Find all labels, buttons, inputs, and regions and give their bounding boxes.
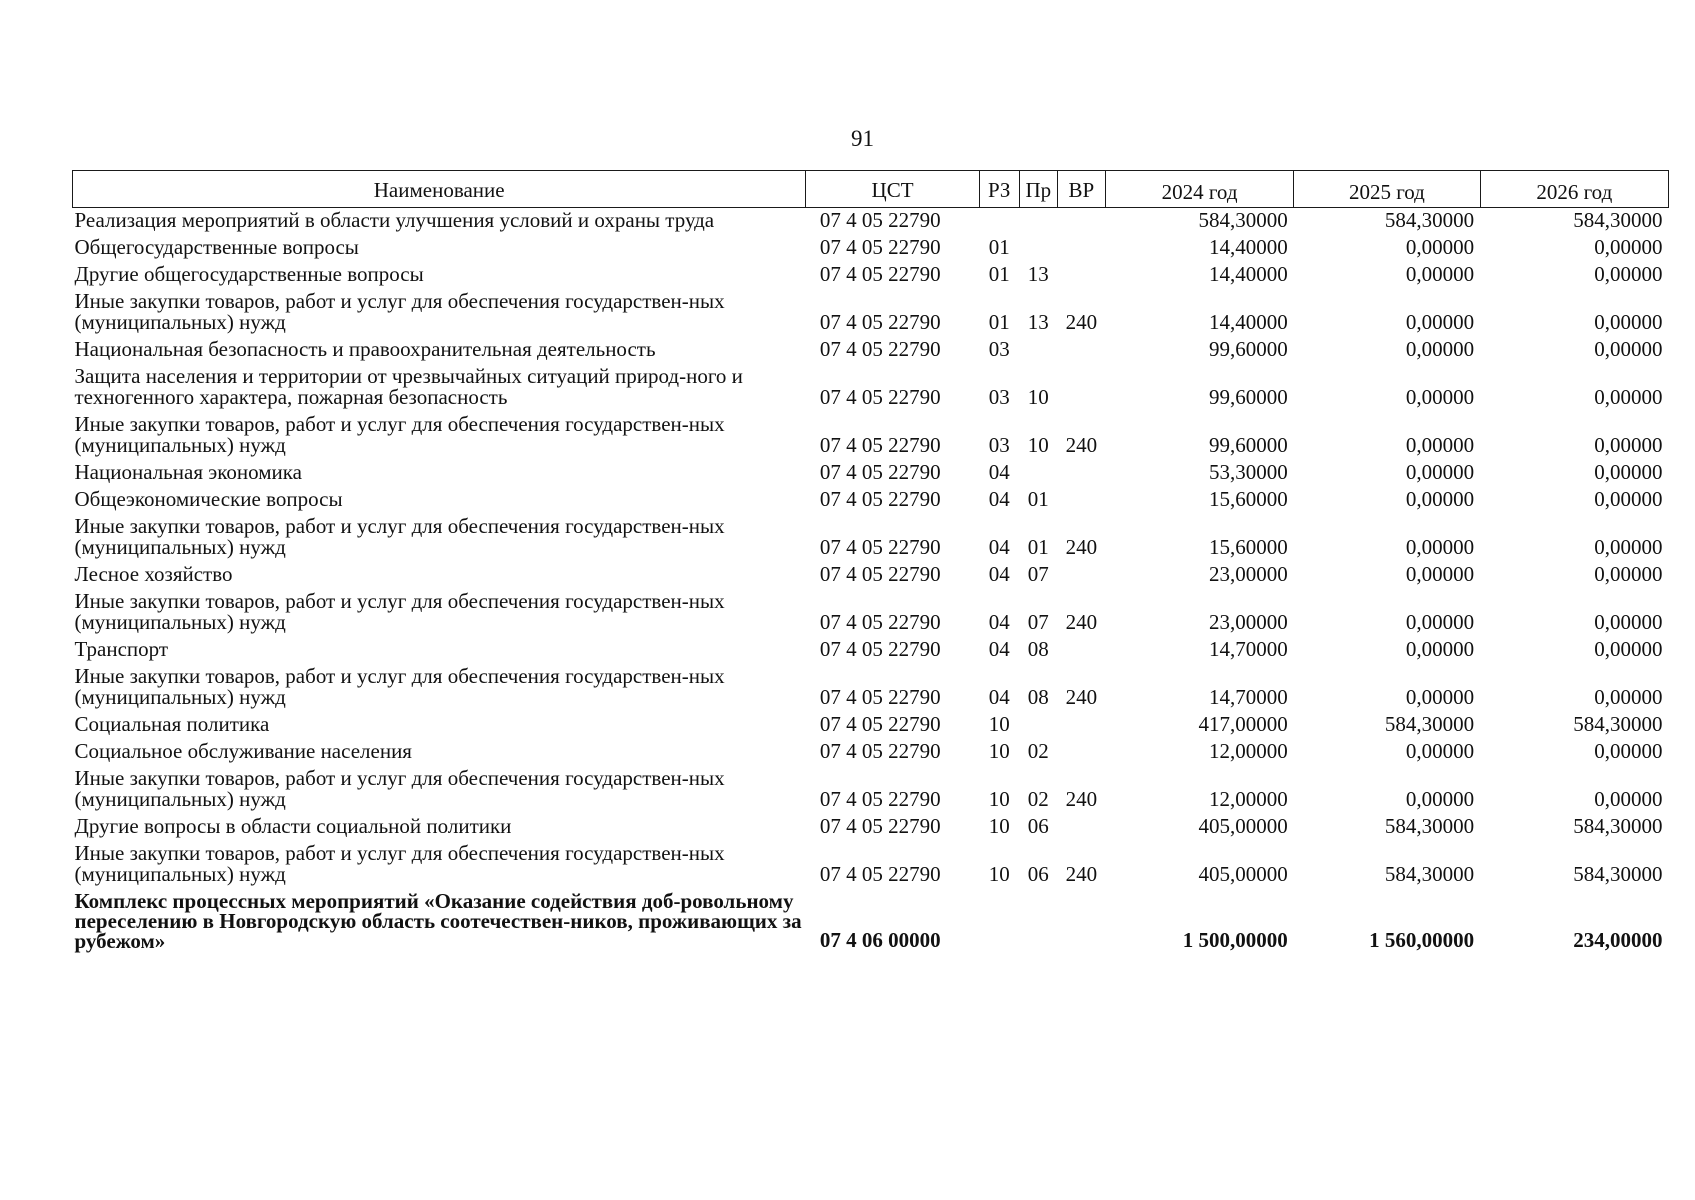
row-cst: 07 4 05 22790: [819, 787, 941, 811]
row-2025: 0,00000: [1405, 310, 1475, 334]
row-cst: 07 4 05 22790: [819, 487, 941, 511]
row-rz: 04: [988, 460, 1010, 484]
header-pr: Пр: [1019, 171, 1057, 208]
table-body: [73, 208, 1669, 956]
row-2026: 0,00000: [1594, 235, 1663, 259]
row-rz: 03: [988, 385, 1010, 409]
row-cst: 07 4 05 22790: [819, 739, 941, 763]
row-2026: 0,00000: [1594, 433, 1663, 457]
row-2025: 0,00000: [1405, 487, 1475, 511]
row-2025: 0,00000: [1405, 262, 1475, 286]
row-vr: [1057, 712, 1105, 739]
row-name: Комплекс процессных мероприятий «Оказание содействия доб-ровольному переселению в Новгородскую область соотечествен-ников, проживающих за рубежом»: [74, 889, 802, 953]
row-2024: 12,00000: [1208, 787, 1288, 811]
table-row: [73, 739, 1669, 766]
row-2026: 0,00000: [1594, 385, 1663, 409]
row-vr: [1057, 562, 1105, 589]
row-name: Общегосударственные вопросы: [74, 235, 359, 259]
row-vr: 240: [1065, 433, 1098, 457]
table-row: [73, 814, 1669, 841]
row-name: Социальное обслуживание населения: [74, 739, 412, 763]
row-2025: 584,30000: [1384, 712, 1475, 736]
row-vr: [1057, 208, 1105, 236]
row-2025: 0,00000: [1405, 235, 1475, 259]
row-rz: 03: [988, 433, 1010, 457]
row-name: Другие вопросы в области социальной политики: [74, 814, 512, 838]
row-2026: 0,00000: [1594, 739, 1663, 763]
header-rz: РЗ: [979, 171, 1019, 208]
row-rz: 10: [988, 862, 1010, 886]
row-cst: 07 4 05 22790: [819, 235, 941, 259]
row-name: Лесное хозяйство: [74, 562, 233, 586]
row-rz: 10: [988, 739, 1010, 763]
row-2025: 1 560,00000: [1369, 928, 1475, 952]
row-rz: 10: [988, 814, 1010, 838]
row-2024: 14,70000: [1208, 685, 1288, 709]
row-pr: 10: [1027, 385, 1049, 409]
row-2026: 0,00000: [1594, 337, 1663, 361]
row-cst: 07 4 05 22790: [819, 385, 941, 409]
table-row: [73, 712, 1669, 739]
row-vr: [1057, 364, 1105, 412]
row-2026: 0,00000: [1594, 487, 1663, 511]
row-cst: 07 4 05 22790: [819, 337, 941, 361]
row-pr: 02: [1027, 787, 1049, 811]
row-name: Иные закупки товаров, работ и услуг для обеспечения государствен-ных (муниципальных) нужд: [74, 289, 725, 334]
row-cst: 07 4 05 22790: [819, 862, 941, 886]
row-2024: 584,30000: [1198, 208, 1288, 232]
row-2024: 417,00000: [1198, 712, 1288, 736]
row-2025: 584,30000: [1384, 862, 1475, 886]
row-2026: 584,30000: [1573, 814, 1663, 838]
row-name: Иные закупки товаров, работ и услуг для обеспечения государствен-ных (муниципальных) нужд: [74, 589, 725, 634]
row-2026: 0,00000: [1594, 310, 1663, 334]
row-cst: 07 4 05 22790: [819, 562, 941, 586]
row-2024: 14,40000: [1208, 235, 1288, 259]
row-pr: 08: [1027, 637, 1049, 661]
row-rz: 04: [988, 535, 1010, 559]
row-2025: 0,00000: [1405, 460, 1475, 484]
row-2024: 99,60000: [1208, 337, 1288, 361]
page-number: 91: [851, 126, 874, 151]
row-vr: [1057, 235, 1105, 262]
row-pr: [1019, 460, 1057, 487]
row-2025: 0,00000: [1405, 337, 1475, 361]
row-rz: 01: [988, 310, 1010, 334]
row-2026: 0,00000: [1594, 460, 1663, 484]
row-2025: 0,00000: [1405, 610, 1475, 634]
row-cst: 07 4 05 22790: [819, 208, 941, 232]
row-2024: 53,30000: [1208, 460, 1288, 484]
header-cst: ЦСТ: [806, 171, 979, 208]
row-vr: [1057, 487, 1105, 514]
row-2024: 23,00000: [1208, 562, 1288, 586]
row-2024: 405,00000: [1198, 814, 1288, 838]
row-name: Иные закупки товаров, работ и услуг для обеспечения государствен-ных (муниципальных) нужд: [74, 664, 725, 709]
table-row: [73, 664, 1669, 712]
row-rz: 04: [988, 610, 1010, 634]
row-2025: 0,00000: [1405, 562, 1475, 586]
row-name: Другие общегосударственные вопросы: [74, 262, 424, 286]
row-pr: 07: [1027, 562, 1049, 586]
row-2026: 0,00000: [1594, 637, 1663, 661]
row-name: Общеэкономические вопросы: [74, 487, 343, 511]
row-2026: 0,00000: [1594, 562, 1663, 586]
row-2024: 23,00000: [1208, 610, 1288, 634]
header-2025: 2025 год: [1294, 171, 1480, 208]
row-2026: 0,00000: [1594, 535, 1663, 559]
row-2024: 14,40000: [1208, 262, 1288, 286]
row-2024: 14,70000: [1208, 637, 1288, 661]
row-2024: 15,60000: [1208, 487, 1288, 511]
row-2026: 0,00000: [1594, 787, 1663, 811]
row-pr: 02: [1027, 739, 1049, 763]
row-2026: 0,00000: [1594, 685, 1663, 709]
row-vr: [1057, 262, 1105, 289]
row-name: Национальная экономика: [74, 460, 302, 484]
row-pr: 13: [1027, 310, 1049, 334]
row-2026: 584,30000: [1573, 712, 1663, 736]
row-pr: 08: [1027, 685, 1049, 709]
row-pr: [1019, 889, 1057, 955]
row-cst: 07 4 05 22790: [819, 535, 941, 559]
table-row: [73, 337, 1669, 364]
row-name: Иные закупки товаров, работ и услуг для обеспечения государствен-ных (муниципальных) нужд: [74, 514, 725, 559]
row-rz: 04: [988, 487, 1010, 511]
row-pr: 01: [1027, 487, 1049, 511]
row-pr: 07: [1027, 610, 1049, 634]
table-row: [73, 562, 1669, 589]
row-vr: [1057, 460, 1105, 487]
row-2026: 234,00000: [1573, 928, 1663, 952]
row-2025: 0,00000: [1405, 535, 1475, 559]
row-2026: 0,00000: [1594, 262, 1663, 286]
row-rz: 01: [988, 235, 1010, 259]
table-row: [73, 487, 1669, 514]
row-cst: 07 4 05 22790: [819, 433, 941, 457]
row-2024: 99,60000: [1208, 385, 1288, 409]
table-row: [73, 235, 1669, 262]
header-2024: 2024 год: [1105, 171, 1293, 208]
row-2024: 12,00000: [1208, 739, 1288, 763]
row-name: Реализация мероприятий в области улучшения условий и охраны труда: [74, 208, 715, 232]
row-2025: 0,00000: [1405, 685, 1475, 709]
row-vr: 240: [1065, 310, 1098, 334]
row-cst: 07 4 05 22790: [819, 310, 941, 334]
row-pr: [1019, 235, 1057, 262]
row-cst: 07 4 05 22790: [819, 610, 941, 634]
row-rz: 03: [988, 337, 1010, 361]
row-2025: 0,00000: [1405, 433, 1475, 457]
row-pr: [1019, 337, 1057, 364]
row-2024: 1 500,00000: [1182, 928, 1288, 952]
row-vr: [1057, 814, 1105, 841]
row-name: Защита населения и территории от чрезвычайных ситуаций природ-ного и техногенного характера, пожарная безопасность: [74, 364, 743, 409]
row-vr: [1057, 889, 1105, 955]
row-rz: 04: [988, 685, 1010, 709]
row-name: Транспорт: [74, 637, 169, 661]
row-cst: 07 4 05 22790: [819, 262, 941, 286]
row-cst: 07 4 05 22790: [819, 685, 941, 709]
row-cst: 07 4 05 22790: [819, 637, 941, 661]
row-cst: 07 4 05 22790: [819, 814, 941, 838]
row-rz: 04: [988, 637, 1010, 661]
table-row: [73, 589, 1669, 637]
row-name: Иные закупки товаров, работ и услуг для обеспечения государствен-ных (муниципальных) нужд: [74, 412, 725, 457]
table-row: [73, 514, 1669, 562]
row-vr: [1057, 337, 1105, 364]
row-2026: 584,30000: [1573, 208, 1663, 232]
row-name: Иные закупки товаров, работ и услуг для обеспечения государствен-ных (муниципальных) нужд: [74, 841, 725, 886]
row-vr: 240: [1065, 610, 1098, 634]
row-2024: 405,00000: [1198, 862, 1288, 886]
row-cst: 07 4 05 22790: [819, 712, 941, 736]
row-pr: 01: [1027, 535, 1049, 559]
table-header: [73, 171, 1669, 208]
row-2024: 99,60000: [1208, 433, 1288, 457]
row-2025: 584,30000: [1384, 814, 1475, 838]
row-name: Социальная политика: [74, 712, 270, 736]
row-rz: 04: [988, 562, 1010, 586]
row-pr: 06: [1027, 814, 1049, 838]
row-rz: [979, 208, 1019, 236]
row-pr: 06: [1027, 862, 1049, 886]
row-2025: 0,00000: [1405, 385, 1475, 409]
table-row: [73, 289, 1669, 337]
row-name: Иные закупки товаров, работ и услуг для обеспечения государствен-ных (муниципальных) нужд: [74, 766, 725, 811]
row-rz: 10: [988, 787, 1010, 811]
table-row: [73, 262, 1669, 289]
row-vr: [1057, 637, 1105, 664]
row-2024: 15,60000: [1208, 535, 1288, 559]
row-pr: [1019, 208, 1057, 236]
row-2025: 584,30000: [1384, 208, 1475, 232]
budget-table: [72, 170, 1669, 955]
table-row: [73, 364, 1669, 412]
row-vr: 240: [1065, 685, 1098, 709]
row-2025: 0,00000: [1405, 637, 1475, 661]
row-pr: [1019, 712, 1057, 739]
row-2026: 0,00000: [1594, 610, 1663, 634]
row-pr: 10: [1027, 433, 1049, 457]
row-rz: [979, 889, 1019, 955]
table-row: [73, 766, 1669, 814]
row-cst: 07 4 06 00000: [819, 928, 941, 952]
row-pr: 13: [1027, 262, 1049, 286]
header-name: Наименование: [73, 171, 806, 208]
row-vr: 240: [1065, 535, 1098, 559]
row-rz: 01: [988, 262, 1010, 286]
header-vr: ВР: [1057, 171, 1105, 208]
table-row: [73, 460, 1669, 487]
table-row: [73, 637, 1669, 664]
table-row: [73, 841, 1669, 889]
row-2024: 14,40000: [1208, 310, 1288, 334]
table-row: [73, 412, 1669, 460]
row-vr: 240: [1065, 787, 1098, 811]
table-row: [73, 208, 1669, 236]
row-2025: 0,00000: [1405, 787, 1475, 811]
row-cst: 07 4 05 22790: [819, 460, 941, 484]
row-vr: 240: [1065, 862, 1098, 886]
row-2026: 584,30000: [1573, 862, 1663, 886]
row-rz: 10: [988, 712, 1010, 736]
row-vr: [1057, 739, 1105, 766]
table-row: [73, 889, 1669, 955]
row-2025: 0,00000: [1405, 739, 1475, 763]
row-name: Национальная безопасность и правоохранительная деятельность: [74, 337, 656, 361]
header-2026: 2026 год: [1480, 171, 1668, 208]
